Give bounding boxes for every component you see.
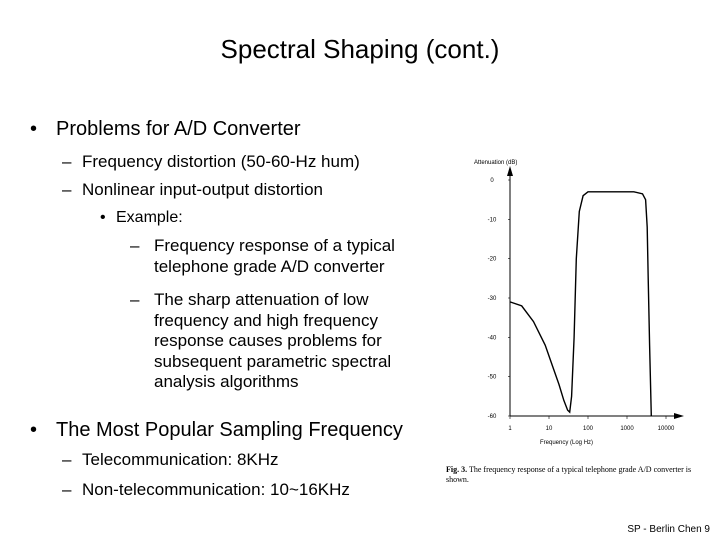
slide-title: Spectral Shaping (cont.)	[220, 34, 500, 64]
x-tick-label: 1	[508, 426, 512, 432]
x-axis-arrow	[674, 413, 684, 419]
y-tick-label: -20	[487, 256, 497, 263]
x-tick-label: 10	[545, 426, 553, 432]
bullet-dash: –	[62, 480, 72, 499]
x-axis-label: Frequency (Log Hz)	[540, 440, 594, 446]
bullet-text: Telecommunication: 8KHz	[82, 450, 279, 469]
bullet-dash: –	[62, 450, 72, 469]
axes	[507, 166, 684, 419]
y-tick-label: -50	[487, 374, 497, 381]
bullet-text: Nonlinear input-output distortion	[82, 180, 323, 199]
x-tick-label: 100	[582, 426, 594, 432]
figure-caption	[446, 465, 696, 485]
y-tick-label: -10	[487, 217, 497, 224]
bullet-popular-sampling	[26, 419, 403, 442]
bullet-text: Example:	[116, 209, 183, 226]
bullet-text: Problems for A/D Converter	[56, 118, 301, 140]
y-axis-arrow	[507, 166, 513, 176]
y-tick-label: 0	[490, 178, 494, 184]
bullet-example	[100, 209, 183, 227]
y-tick-label: -60	[487, 414, 497, 420]
bullet-dash: –	[62, 152, 72, 171]
frequency-response-chart	[440, 150, 700, 450]
x-tick-label: 10000	[657, 426, 675, 432]
bullet-text: The Most Popular Sampling Frequency	[56, 419, 403, 441]
caption-label: Fig. 3.	[446, 465, 468, 474]
caption-text: The frequency response of a typical telephone grade A/D converter is shown.	[446, 465, 692, 484]
bullet-problems	[26, 118, 301, 141]
x-tick-label: 1000	[620, 426, 634, 432]
bullet-dot: •	[30, 118, 38, 140]
bullet-dot: •	[30, 419, 38, 441]
bullet-text: Frequency distortion (50-60-Hz hum)	[82, 152, 360, 171]
bullet-dash: –	[62, 180, 72, 199]
bullet-dash: –	[130, 236, 140, 255]
bullet-telecommunication	[62, 450, 279, 470]
slide-footer: SP - Berlin Chen 9	[627, 524, 710, 535]
y-tick-label: -40	[487, 335, 497, 342]
bullet-text: Frequency response of a typical telephone grade A/D converter	[154, 236, 395, 276]
bullet-frequency-response	[130, 236, 444, 277]
bullet-dot: •	[100, 209, 106, 226]
bullet-dash: –	[130, 290, 140, 309]
bullet-frequency-distortion	[62, 152, 360, 172]
x-tick-labels	[508, 416, 675, 432]
y-tick-labels	[488, 178, 510, 420]
bullet-text: The sharp attenuation of low frequency and high frequency response causes problems for subsequent parametric spectral analysis algorithms	[154, 290, 392, 391]
y-tick-label: -30	[487, 296, 497, 302]
y-axis-label: Attenuation (dB)	[474, 160, 518, 166]
bullet-sharp-attenuation	[130, 290, 444, 393]
bullet-text: Non-telecommunication: 10~16KHz	[82, 480, 350, 499]
bullet-non-telecommunication	[62, 480, 350, 500]
response-curve	[510, 192, 651, 416]
bullet-nonlinear	[62, 180, 323, 200]
